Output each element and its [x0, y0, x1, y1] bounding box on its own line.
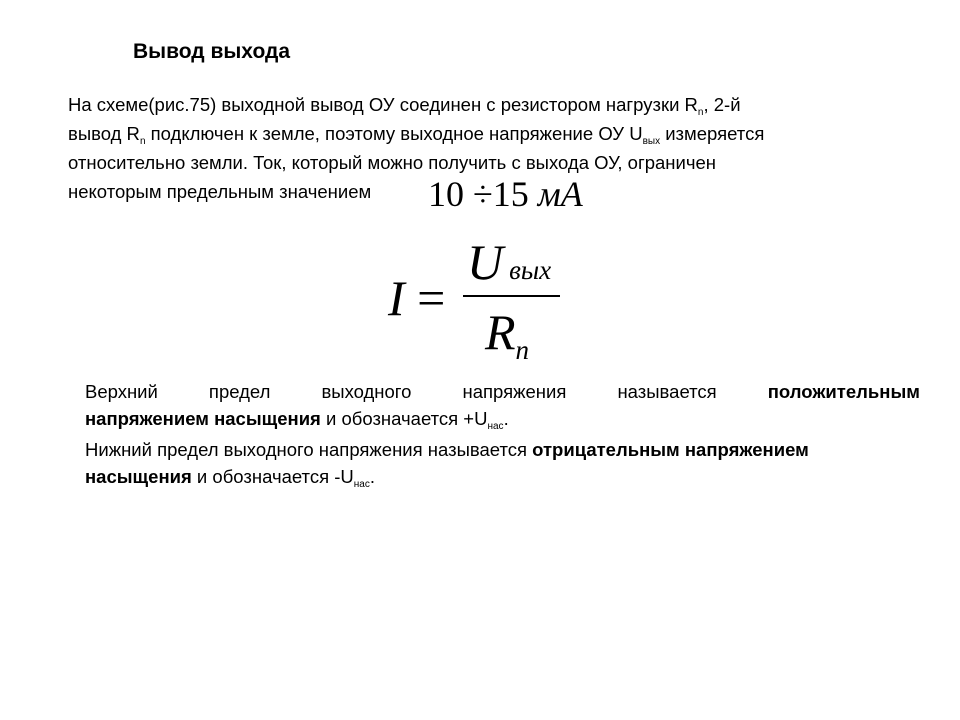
subscript: n — [139, 136, 146, 147]
formula-lhs — [388, 268, 445, 328]
upper-limit-text — [85, 378, 920, 432]
page-title: Вывод выхода — [133, 40, 291, 63]
intro-text: На схеме(рис.75) выходной вывод ОУ соединен с резистором нагрузки R — [68, 94, 698, 115]
subscript: вых — [642, 136, 661, 147]
period: . — [503, 408, 509, 429]
formula-numerator-subscript: вых — [509, 255, 552, 285]
bold-term: насыщения — [85, 466, 192, 487]
formula-denominator-subscript: n — [515, 335, 530, 365]
word: Верхний — [85, 381, 158, 402]
upper-text: и обозначается +U — [320, 408, 488, 429]
saturation-paragraph — [85, 378, 920, 494]
subscript: нас — [487, 421, 504, 432]
bold-term: положительным — [767, 381, 920, 402]
formula-variable-u: U — [467, 234, 504, 290]
range-to: 15 — [492, 174, 529, 214]
intro-text: измеряется — [660, 123, 765, 144]
range-from: 10 — [428, 174, 464, 214]
intro-line-2 — [68, 119, 898, 148]
lower-limit-text — [85, 436, 920, 490]
intro-line-3: относительно земли. Ток, который можно получить с выхода ОУ, ограничен — [68, 152, 716, 173]
bold-term: напряжением насыщения — [85, 408, 321, 429]
word: предел — [208, 381, 271, 402]
intro-text: , 2-й — [703, 94, 741, 115]
word: называется — [617, 381, 717, 402]
intro-text: подключен к земле, поэтому выходное напряжение ОУ U — [145, 123, 643, 144]
intro-line-4: некоторым предельным значением — [68, 181, 372, 202]
intro-text: вывод R — [68, 123, 140, 144]
formula-variable-i: I — [388, 270, 405, 326]
formula-equals: = — [417, 270, 446, 326]
word: напряжения — [462, 381, 567, 402]
formula-variable-r: R — [485, 304, 516, 360]
current-formula — [385, 232, 575, 372]
lower-text: и обозначается -U — [191, 466, 354, 487]
word: выходного — [321, 381, 412, 402]
intro-line-1 — [68, 90, 898, 119]
upper-line-1 — [85, 378, 920, 405]
subscript: нас — [353, 479, 370, 490]
bold-term: отрицательным напряжением — [532, 439, 809, 460]
division-sign: ÷ — [473, 174, 493, 214]
subscript: n — [697, 107, 704, 118]
range-unit: мА — [537, 174, 583, 214]
formula-denominator — [485, 302, 529, 380]
formula-numerator — [467, 232, 551, 300]
current-range-formula — [428, 172, 583, 216]
lower-text: Нижний предел выходного напряжения называется — [85, 439, 533, 460]
period: . — [369, 466, 375, 487]
fraction-bar — [463, 295, 560, 297]
